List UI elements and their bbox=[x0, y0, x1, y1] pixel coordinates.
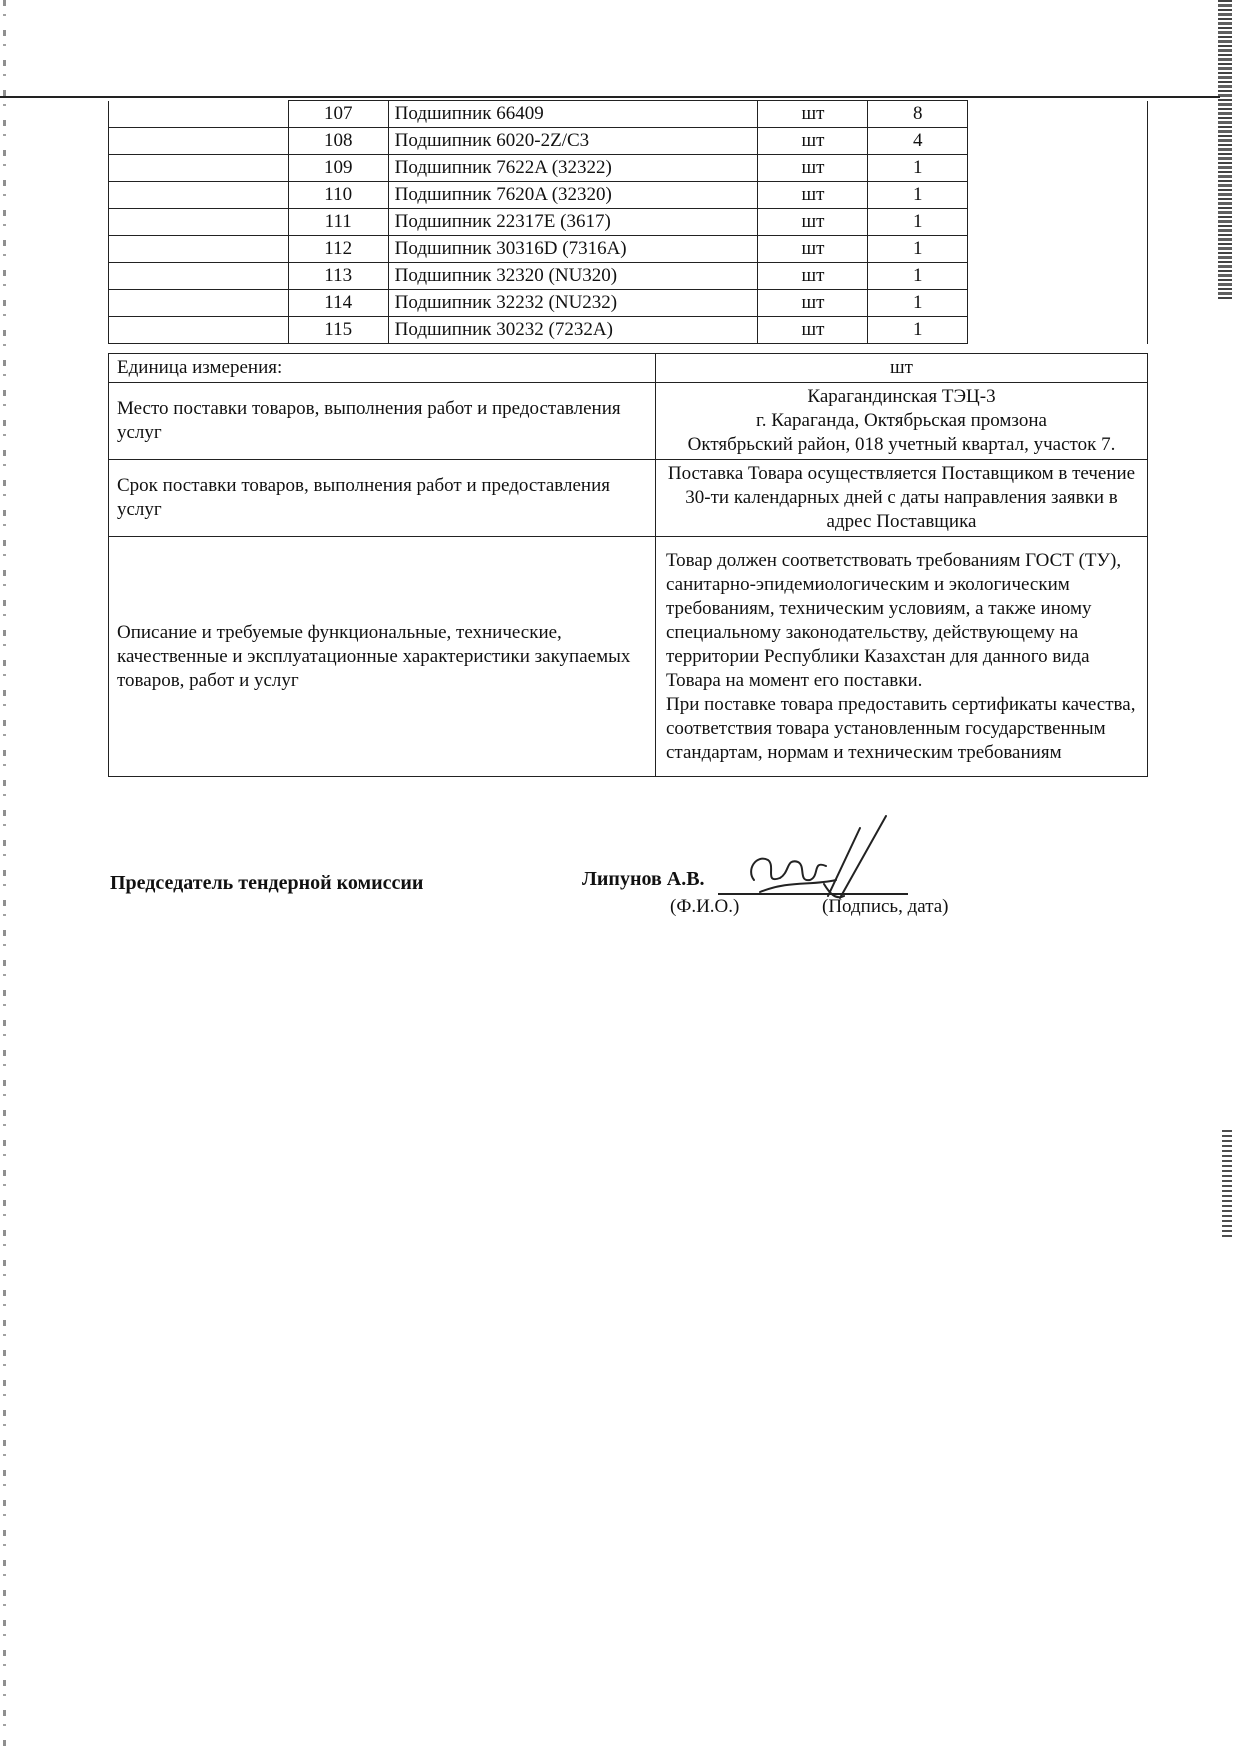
scan-artifact-right bbox=[1218, 0, 1232, 300]
unit-label: Единица измерения: bbox=[109, 354, 656, 383]
item-tail-cell bbox=[968, 128, 1148, 155]
unit-value: шт bbox=[656, 354, 1148, 383]
item-unit: шт bbox=[758, 182, 868, 209]
item-tail-cell bbox=[968, 236, 1148, 263]
item-row bbox=[109, 128, 1148, 155]
signer-name: Липунов А.В. bbox=[582, 868, 705, 890]
item-quantity: 1 bbox=[868, 155, 968, 182]
handwritten-signature bbox=[740, 810, 900, 910]
item-quantity: 1 bbox=[868, 263, 968, 290]
delivery-place-value bbox=[656, 383, 1148, 460]
requirements-row bbox=[109, 537, 1148, 777]
item-tail-cell bbox=[968, 101, 1148, 128]
item-name: Подшипник 30316D (7316A) bbox=[388, 236, 758, 263]
unit-row bbox=[109, 354, 1148, 383]
item-number: 109 bbox=[288, 155, 388, 182]
item-name: Подшипник 7620A (32320) bbox=[388, 182, 758, 209]
item-tail-cell bbox=[968, 290, 1148, 317]
item-row bbox=[109, 182, 1148, 209]
item-row bbox=[109, 290, 1148, 317]
item-row bbox=[109, 101, 1148, 128]
item-number: 115 bbox=[288, 317, 388, 344]
scan-artifact-left bbox=[3, 0, 6, 1754]
requirements-label: Описание и требуемые функциональные, технические, качественные и эксплуатационные характеристики закупаемых товаров, работ и услуг bbox=[109, 537, 656, 777]
item-quantity: 8 bbox=[868, 101, 968, 128]
item-blank-cell bbox=[109, 101, 289, 128]
item-blank-cell bbox=[109, 182, 289, 209]
item-row bbox=[109, 209, 1148, 236]
item-name: Подшипник 32232 (NU232) bbox=[388, 290, 758, 317]
chair-title: Председатель тендерной комиссии bbox=[110, 872, 424, 894]
delivery-place-line2: г. Караганда, Октябрьская промзона bbox=[756, 410, 1047, 431]
item-unit: шт bbox=[758, 263, 868, 290]
item-unit: шт bbox=[758, 209, 868, 236]
scan-artifact-right-lower bbox=[1222, 1130, 1232, 1240]
item-unit: шт bbox=[758, 290, 868, 317]
item-blank-cell bbox=[109, 290, 289, 317]
item-quantity: 1 bbox=[868, 182, 968, 209]
item-number: 112 bbox=[288, 236, 388, 263]
delivery-place-label: Место поставки товаров, выполнения работ и предоставления услуг bbox=[109, 383, 656, 460]
item-name: Подшипник 6020-2Z/C3 bbox=[388, 128, 758, 155]
item-blank-cell bbox=[109, 128, 289, 155]
item-blank-cell bbox=[109, 263, 289, 290]
requirements-paragraph-1: Товар должен соответствовать требованиям ГОСТ (ТУ), санитарно-эпидемиологическим и экологическим требованиям, техническим условиям, а также иному специальному законодательству, действующему на территории Республики Казахстан для данного вида Товара на момент его поставки. bbox=[666, 549, 1122, 691]
item-blank-cell bbox=[109, 155, 289, 182]
info-table bbox=[108, 353, 1148, 777]
delivery-place-line3: Октябрьский район, 018 учетный квартал, участок 7. bbox=[687, 434, 1116, 455]
item-number: 114 bbox=[288, 290, 388, 317]
item-unit: шт bbox=[758, 128, 868, 155]
signature-caption: (Подпись, дата) bbox=[822, 896, 949, 917]
item-quantity: 4 bbox=[868, 128, 968, 155]
item-unit: шт bbox=[758, 317, 868, 344]
item-unit: шт bbox=[758, 236, 868, 263]
page-top-rule bbox=[0, 96, 1220, 98]
item-quantity: 1 bbox=[868, 317, 968, 344]
item-row bbox=[109, 155, 1148, 182]
delivery-place-line1: Карагандинская ТЭЦ-3 bbox=[807, 386, 996, 407]
item-blank-cell bbox=[109, 317, 289, 344]
item-number: 113 bbox=[288, 263, 388, 290]
item-unit: шт bbox=[758, 101, 868, 128]
requirements-value bbox=[656, 537, 1148, 777]
item-tail-cell bbox=[968, 209, 1148, 236]
item-tail-cell bbox=[968, 182, 1148, 209]
delivery-term-label: Срок поставки товаров, выполнения работ и предоставления услуг bbox=[109, 460, 656, 537]
item-name: Подшипник 7622A (32322) bbox=[388, 155, 758, 182]
item-row bbox=[109, 236, 1148, 263]
item-number: 107 bbox=[288, 101, 388, 128]
items-table bbox=[108, 100, 1148, 344]
item-number: 111 bbox=[288, 209, 388, 236]
item-blank-cell bbox=[109, 236, 289, 263]
item-tail-cell bbox=[968, 263, 1148, 290]
item-name: Подшипник 66409 bbox=[388, 101, 758, 128]
delivery-place-row bbox=[109, 383, 1148, 460]
item-number: 108 bbox=[288, 128, 388, 155]
item-row bbox=[109, 317, 1148, 344]
item-row bbox=[109, 263, 1148, 290]
item-quantity: 1 bbox=[868, 209, 968, 236]
item-tail-cell bbox=[968, 155, 1148, 182]
item-number: 110 bbox=[288, 182, 388, 209]
fio-caption: (Ф.И.О.) bbox=[670, 896, 740, 917]
item-name: Подшипник 22317E (3617) bbox=[388, 209, 758, 236]
delivery-term-value: Поставка Товара осуществляется Поставщиком в течение 30-ти календарных дней с даты направления заявки в адрес Поставщика bbox=[656, 460, 1148, 537]
requirements-paragraph-2: При поставке товара предоставить сертификаты качества, соответствия товара установленным государственным стандартам, нормам и техническим требованиям bbox=[666, 693, 1136, 763]
delivery-term-row bbox=[109, 460, 1148, 537]
item-unit: шт bbox=[758, 155, 868, 182]
item-tail-cell bbox=[968, 317, 1148, 344]
item-name: Подшипник 30232 (7232A) bbox=[388, 317, 758, 344]
item-name: Подшипник 32320 (NU320) bbox=[388, 263, 758, 290]
item-quantity: 1 bbox=[868, 290, 968, 317]
item-quantity: 1 bbox=[868, 236, 968, 263]
item-blank-cell bbox=[109, 209, 289, 236]
